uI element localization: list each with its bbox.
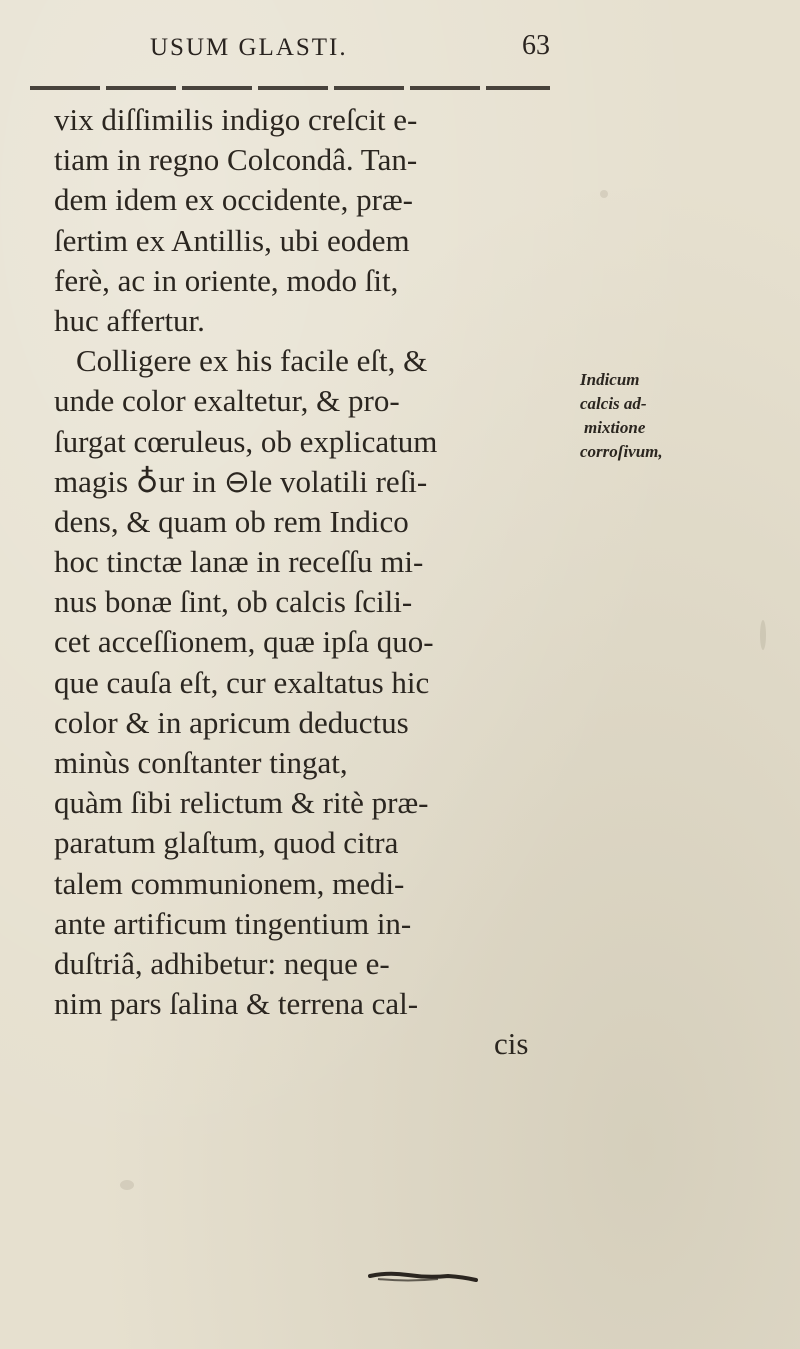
marginal-note-line: mixtione	[584, 418, 646, 437]
text-line: color & in apricum deductus	[54, 704, 409, 740]
text-line: unde color exaltetur, & pro-	[54, 383, 400, 419]
text-line: hoc tinctæ lanæ in receſſu mi-	[54, 544, 424, 580]
text-line: nus bonæ ſint, ob calcis ſcili-	[54, 584, 413, 620]
text-line: paratum glaſtum, quod citra	[54, 825, 399, 861]
page-number: 63	[522, 30, 550, 61]
text-line: talem communionem, medi-	[54, 865, 405, 901]
paragraph-start-line: Colligere ex his facile eſt, &	[76, 343, 428, 379]
text-line: ferè, ac in oriente, modo ſit,	[54, 262, 399, 298]
text-line: magis ♁ur in ⊖le volatili reſi-	[54, 463, 428, 499]
text-line: que cauſa eſt, cur exaltatus hic	[54, 664, 430, 700]
text-line: dens, & quam ob rem Indico	[54, 503, 409, 539]
marginal-note	[580, 368, 730, 464]
text-line: tiam in regno Colcondâ. Tan-	[54, 142, 418, 178]
text-line: nim pars ſalina & terrena cal-	[54, 986, 419, 1022]
text-line: ſertim ex Antillis, ubi eodem	[54, 222, 410, 258]
text-line: ante artificum tingentium in-	[54, 905, 412, 941]
text-line: vix diſſimilis indigo creſcit e-	[54, 102, 418, 137]
text-line: duſtriâ, adhibetur: neque e-	[54, 945, 390, 981]
paper-stain	[600, 190, 608, 198]
paper-stain	[760, 620, 766, 650]
text-line: minùs conſtanter tingat,	[54, 745, 348, 780]
marginal-note-line: calcis ad-	[580, 394, 647, 413]
marginal-note-line: corroſivum,	[580, 442, 663, 461]
catchword: cis	[494, 1026, 529, 1062]
text-line: ſurgat cœruleus, ob explicatum	[54, 423, 438, 459]
running-title: USUM GLASTI.	[150, 34, 348, 61]
text-line: cet acceſſionem, quæ ipſa quo-	[54, 624, 434, 660]
body-text	[54, 100, 574, 1065]
marginal-note-line: Indicum	[580, 370, 640, 389]
text-line: huc affertur.	[54, 302, 205, 338]
header-rule	[30, 86, 550, 90]
ornament-mark	[368, 1270, 478, 1284]
text-line: dem idem ex occidente, præ-	[54, 182, 413, 218]
running-head	[140, 26, 560, 66]
text-line: quàm ſibi relictum & ritè præ-	[54, 785, 429, 821]
paper-stain	[120, 1180, 134, 1190]
